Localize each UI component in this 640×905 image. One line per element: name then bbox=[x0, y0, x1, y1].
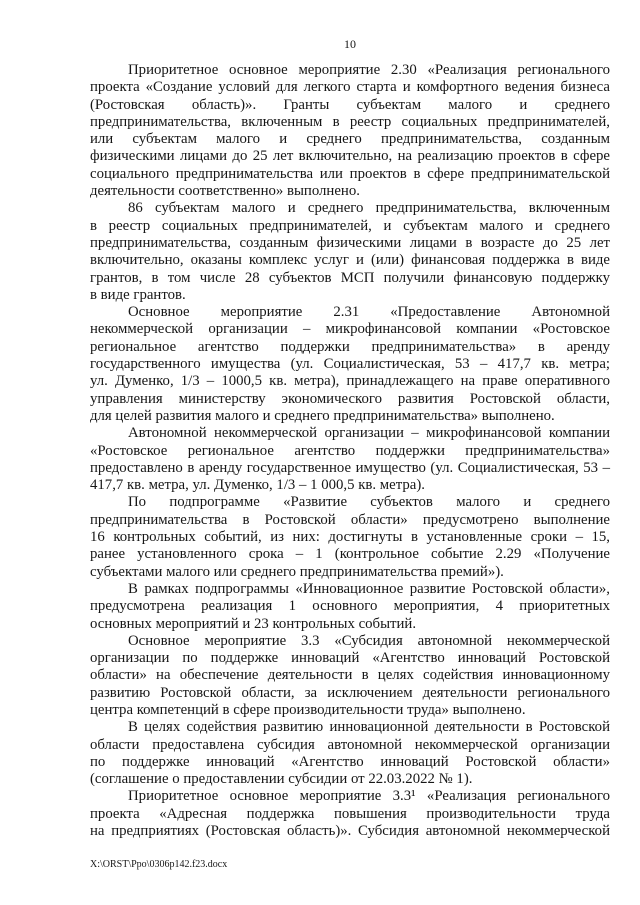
text-line: области» на обеспечение деятельности в целях содействия инновационному bbox=[90, 667, 610, 684]
text-line: 16 контрольных событий, из них: достигнуты в установленные сроки – 15, bbox=[90, 529, 610, 546]
text-line: на предприятиях (Ростовская область)». Субсидия автономной некоммерческой bbox=[90, 823, 610, 840]
text-line: государственного имущества (ул. Социалистическая, 53 – 417,7 кв. метра; bbox=[90, 356, 610, 373]
text-line: некоммерческой организации – микрофинансовой компании «Ростовское bbox=[90, 321, 610, 338]
text-line: Приоритетное основное мероприятие 2.30 «Реализация регионального bbox=[128, 62, 610, 78]
paragraph bbox=[90, 62, 610, 200]
text-line: для целей развития малого и среднего предпринимательства» выполнено. bbox=[90, 407, 555, 424]
text-line: (соглашение о предоставлении субсидии от 22.03.2022 № 1). bbox=[90, 771, 473, 788]
text-line: развитию Ростовской области, за исключением деятельности регионального bbox=[90, 684, 610, 701]
text-line: предусмотрена реализация 1 основного мероприятия, 4 приоритетных bbox=[90, 598, 610, 615]
text-line: Приоритетное основное мероприятие 3.3¹ «Реализация регионального bbox=[128, 788, 610, 805]
text-line: физическими лицами до 25 лет включительно, на реализацию проектов в сфере bbox=[90, 148, 610, 165]
document-body bbox=[90, 62, 610, 840]
text-line: в реестр социальных предпринимателей, и субъектам малого и среднего bbox=[90, 217, 610, 234]
text-line: центра компетенций в сфере производительности труда» выполнено. bbox=[90, 701, 526, 718]
text-line: Основное мероприятие 2.31 «Предоставление Автономной bbox=[128, 304, 610, 321]
paragraph bbox=[90, 581, 610, 633]
paragraph bbox=[90, 719, 610, 788]
text-line: включительно, оказаны комплекс услуг и (или) финансовая поддержка в виде bbox=[90, 252, 610, 269]
text-line: управления министерству экономического развития Ростовской области, bbox=[90, 390, 610, 407]
text-line: В рамках подпрограммы «Инновационное развитие Ростовской области», bbox=[128, 580, 610, 597]
text-line: Основное мероприятие 3.3 «Субсидия автономной некоммерческой bbox=[128, 632, 610, 649]
text-line: (Ростовская область)». Гранты субъектам малого и среднего bbox=[90, 96, 610, 113]
text-line: субъектами малого или среднего предпринимательства премий»). bbox=[90, 563, 504, 580]
page-number: 10 bbox=[344, 37, 356, 51]
text-line: по поддержке инноваций «Агентство инноваций Ростовской области» bbox=[90, 753, 610, 770]
text-line: ранее установленного срока – 1 (контрольное событие 2.29 «Получение bbox=[90, 546, 610, 563]
text-line: проекта «Адресная поддержка повышения производительности труда bbox=[90, 805, 610, 822]
text-line: организации по поддержке инноваций «Агентство инноваций Ростовской bbox=[90, 650, 610, 667]
text-line: 417,7 кв. метра, ул. Думенко, 1/3 – 1 000,5 кв. метра). bbox=[90, 477, 425, 494]
text-line: 86 субъектам малого и среднего предпринимательства, включенным bbox=[128, 200, 610, 217]
text-line: деятельности соответственно» выполнено. bbox=[90, 183, 360, 200]
text-line: предоставлено в аренду государственное имущество (ул. Социалистическая, 53 – bbox=[90, 459, 610, 476]
text-line: «Ростовское региональное агентство поддержки предпринимательства» bbox=[90, 442, 610, 459]
paragraph bbox=[90, 788, 610, 840]
footer-file-path: X:\ORST\Ppo\0306p142.f23.docx bbox=[90, 859, 228, 870]
text-line: предпринимательства в Ростовской области» предусмотрено выполнение bbox=[90, 511, 610, 528]
text-line: Автономной некоммерческой организации – микрофинансовой компании bbox=[128, 425, 610, 442]
text-line: региональное агентство поддержки предпринимательства» в аренду bbox=[90, 338, 610, 355]
text-line: социального предпринимательства или проектов в сфере предпринимательской bbox=[90, 165, 610, 182]
text-line: В целях содействия развитию инновационной деятельности в Ростовской bbox=[128, 719, 610, 736]
text-line: ул. Думенко, 1/3 – 1000,5 кв. метра), принадлежащего на праве оперативного bbox=[90, 373, 610, 390]
text-line: проекта «Создание условий для легкого старта и комфортного ведения бизнеса bbox=[90, 79, 610, 96]
text-line: предпринимательства, созданным физическими лицами в возрасте до 25 лет bbox=[90, 234, 610, 251]
text-line: в виде грантов. bbox=[90, 286, 186, 303]
text-line: основных мероприятий и 23 контрольных событий. bbox=[90, 615, 417, 632]
text-line: грантов, в том числе 28 субъектов МСП получили финансовую поддержку bbox=[90, 269, 610, 286]
text-line: области предоставлена субсидия автономной некоммерческой организации bbox=[90, 736, 610, 753]
text-line: По подпрограмме «Развитие субъектов малого и среднего bbox=[128, 494, 610, 511]
paragraph bbox=[90, 425, 610, 494]
paragraph bbox=[90, 633, 610, 719]
paragraph bbox=[90, 494, 610, 580]
paragraph bbox=[90, 304, 610, 425]
text-line: предпринимательства, включенным в реестр социальных предпринимателей, bbox=[90, 113, 610, 130]
text-line: или субъектам малого и среднего предпринимательства, созданным bbox=[90, 131, 610, 148]
paragraph bbox=[90, 200, 610, 304]
